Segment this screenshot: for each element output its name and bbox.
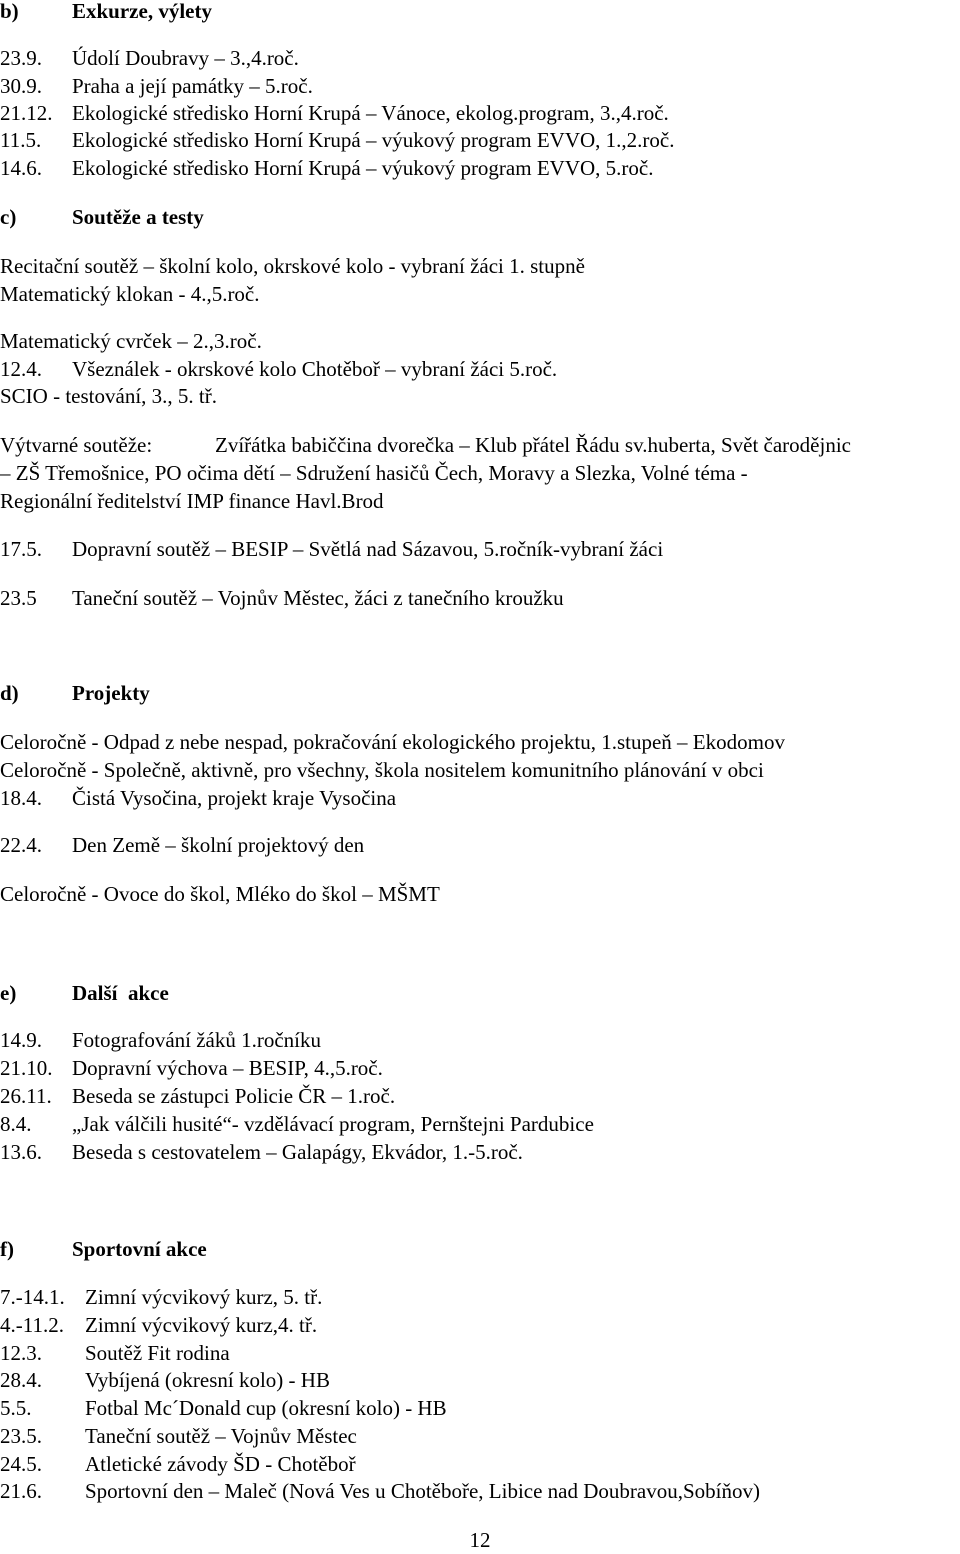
section-title: Projekty (72, 681, 150, 705)
section-title: Další akce (72, 981, 169, 1005)
list-item: 21.6. Sportovní den – Maleč (Nová Ves u Chotěboře, Libice nad Doubravou,Sobíňov) (0, 1479, 760, 1503)
text-line: – ZŠ Třemošnice, PO očima dětí – Sdružení hasičů Čech, Moravy a Slezka, Volné téma - (0, 461, 748, 485)
list-item: 23.5. Taneční soutěž – Vojnův Městec (0, 1424, 357, 1448)
list-item: 30.9. Praha a její památky – 5.roč. (0, 74, 313, 98)
list-item: 26.11. Beseda se zástupci Policie ČR – 1.roč. (0, 1084, 396, 1108)
text-line: Recitační soutěž – školní kolo, okrskové kolo - vybraní žáci 1. stupně (0, 254, 585, 278)
section-heading-souteze (0, 204, 204, 231)
vytvarne-souteze: Výtvarné soutěže: Zvířátka babiččina dvorečka – Klub přátel Řádu sv.huberta, Svět čarodějnic (0, 432, 851, 459)
list-item: 21.12. Ekologické středisko Horní Krupá – Vánoce, ekolog.program, 3.,4.roč. (0, 101, 669, 125)
section-title: Sportovní akce (72, 1237, 207, 1261)
text-line: Celoročně - Odpad z nebe nespad, pokračování ekologického projektu, 1.stupeň – Ekodomov (0, 730, 785, 754)
list-item: 14.6. Ekologické středisko Horní Krupá – výukový program EVVO, 5.roč. (0, 156, 654, 180)
section-heading-projekty (0, 680, 150, 707)
vytvarne-label: Výtvarné soutěže: (0, 433, 153, 457)
list-item: 21.10. Dopravní výchova – BESIP, 4.,5.roč. (0, 1056, 383, 1080)
section-letter: e) (0, 981, 17, 1005)
section-title: Soutěže a testy (72, 205, 204, 229)
list-item: 23.9. Údolí Doubravy – 3.,4.roč. (0, 46, 299, 70)
list-item: 8.4. „Jak válčili husité“- vzdělávací program, Pernštejni Pardubice (0, 1112, 594, 1136)
section-heading-dalsi-akce (0, 980, 169, 1007)
text-line: Celoročně - Ovoce do škol, Mléko do škol – MŠMT (0, 882, 440, 906)
list-item: 12.3. Soutěž Fit rodina (0, 1341, 230, 1365)
section-heading-exkurze (0, 0, 212, 25)
section-letter: b) (0, 0, 19, 23)
section-letter: d) (0, 681, 19, 705)
text-line: Celoročně - Společně, aktivně, pro všechny, škola nositelem komunitního plánování v obci (0, 758, 764, 782)
section-letter: c) (0, 205, 17, 229)
list-item: 17.5. Dopravní soutěž – BESIP – Světlá nad Sázavou, 5.ročník-vybraní žáci (0, 537, 664, 561)
list-item: 12.4. Všeználek - okrskové kolo Chotěboř – vybraní žáci 5.roč. (0, 357, 558, 381)
list-item: 4.-11.2. Zimní výcvikový kurz,4. tř. (0, 1313, 318, 1337)
list-item: 18.4. Čistá Vysočina, projekt kraje Vysočina (0, 786, 397, 810)
text-line: Regionální ředitelství IMP finance Havl.Brod (0, 489, 384, 513)
text-line: Matematický klokan - 4.,5.roč. (0, 282, 260, 306)
list-item: 28.4. Vybíjená (okresní kolo) - HB (0, 1368, 330, 1392)
text-line: SCIO - testování, 3., 5. tř. (0, 384, 217, 408)
list-item: 7.-14.1. Zimní výcvikový kurz, 5. tř. (0, 1285, 323, 1309)
list-item: 24.5. Atletické závody ŠD - Chotěboř (0, 1452, 356, 1476)
section-heading-sportovni-akce (0, 1236, 207, 1263)
list-item: 23.5 Taneční soutěž – Vojnův Městec, žáci z tanečního kroužku (0, 586, 564, 610)
list-item: 5.5. Fotbal Mc´Donald cup (okresní kolo) - HB (0, 1396, 447, 1420)
page-number: 12 (469, 1528, 491, 1552)
text-line: Matematický cvrček – 2.,3.roč. (0, 329, 262, 353)
list-item: 22.4. Den Země – školní projektový den (0, 833, 365, 857)
list-item: 13.6. Beseda s cestovatelem – Galapágy, Ekvádor, 1.-5.roč. (0, 1140, 523, 1164)
list-item: 14.9. Fotografování žáků 1.ročníku (0, 1028, 322, 1052)
section-title: Exkurze, výlety (72, 0, 212, 23)
list-item: 11.5. Ekologické středisko Horní Krupá – výukový program EVVO, 1.,2.roč. (0, 128, 675, 152)
section-letter: f) (0, 1237, 14, 1261)
